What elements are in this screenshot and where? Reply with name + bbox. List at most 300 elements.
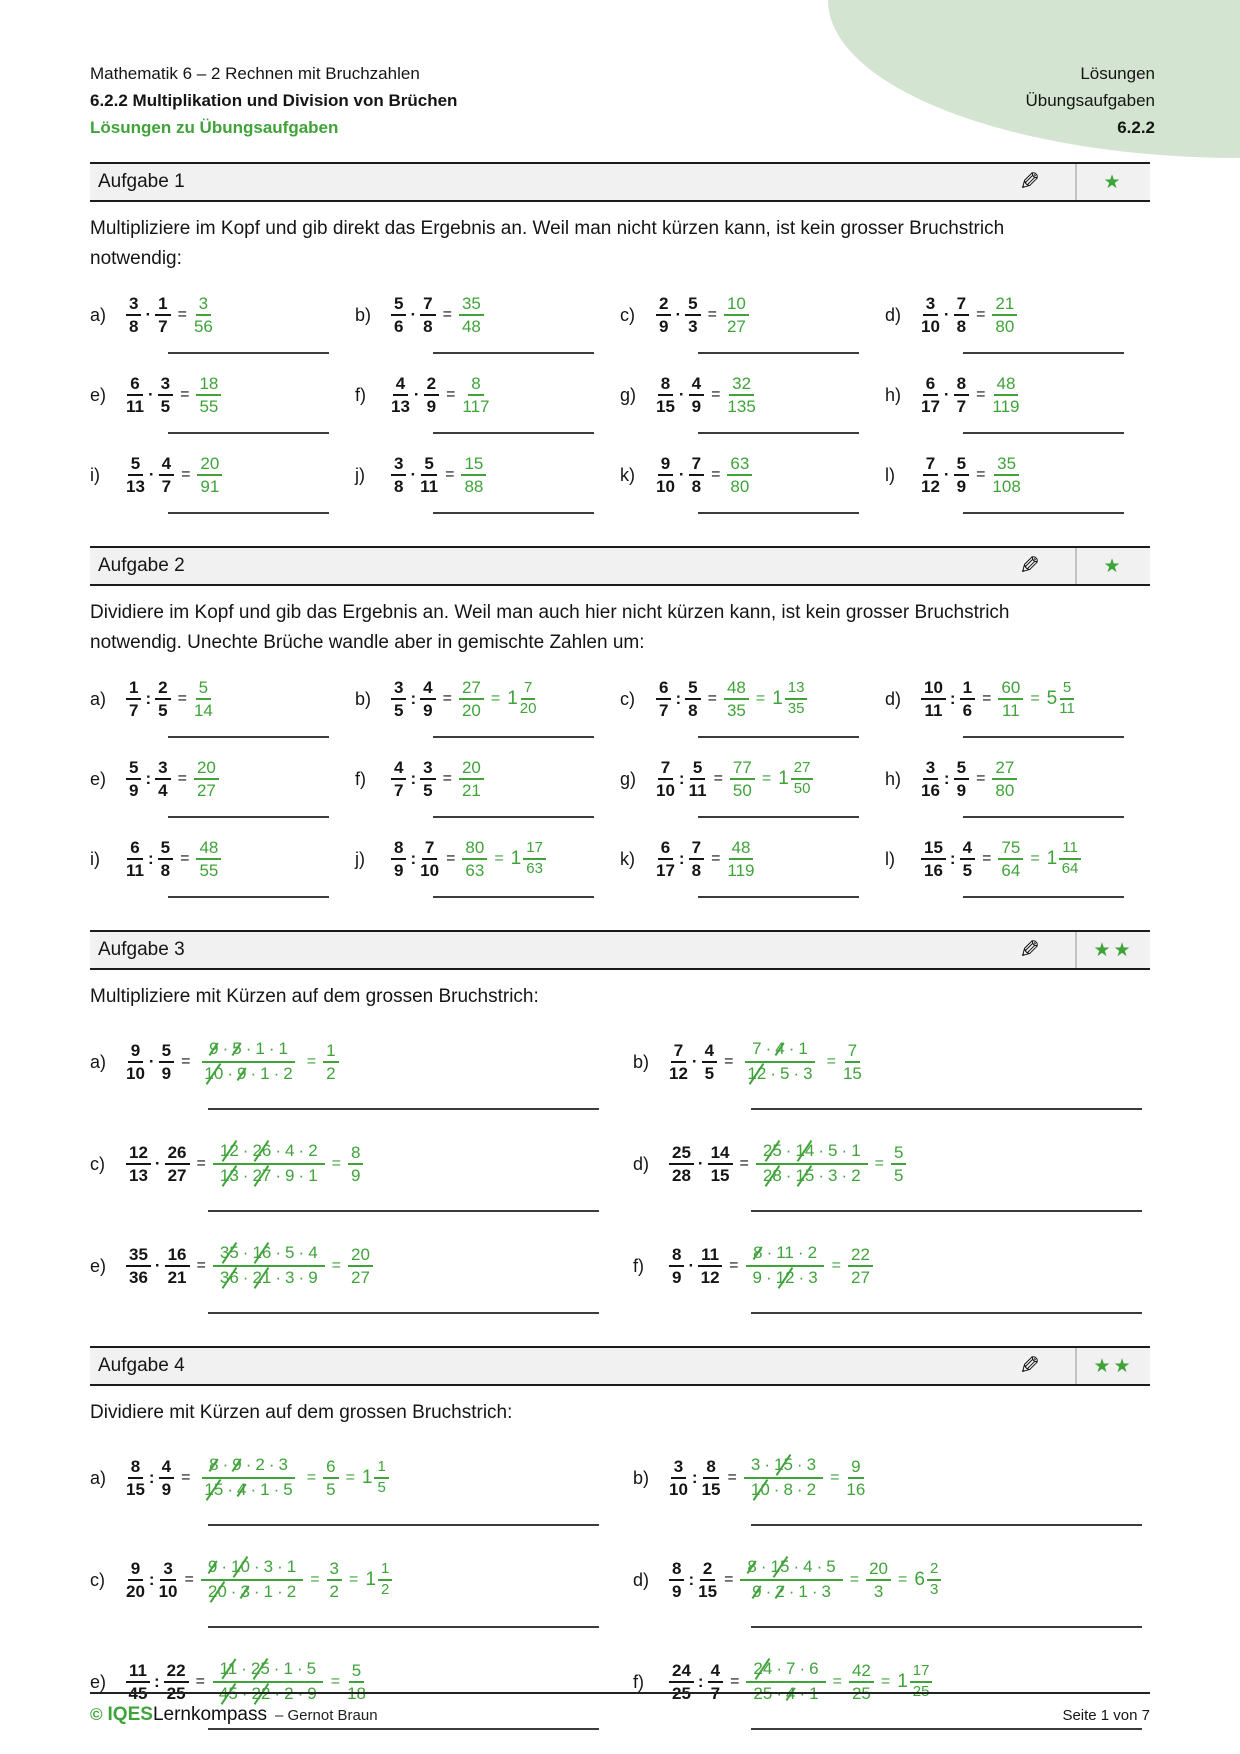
problem-label: k) <box>620 848 635 869</box>
fraction-denominator: 2 <box>329 1582 340 1601</box>
fraction-denominator: 17 <box>921 397 940 416</box>
multiply-operator: · <box>675 305 682 324</box>
equals-sign: = <box>724 1571 734 1588</box>
fraction-denominator: 56 <box>193 317 213 336</box>
fraction-numerator: 4 <box>391 758 406 780</box>
problem-k <box>620 450 885 514</box>
fraction-denominator: 12 <box>921 477 940 496</box>
product-numerator <box>746 1242 824 1267</box>
multiply-dot: · <box>298 1141 305 1160</box>
problem-label: f) <box>633 1671 644 1692</box>
fraction <box>374 1459 388 1497</box>
cancelled-factor: 9 <box>232 1455 242 1474</box>
factor: 11 <box>776 1243 794 1262</box>
fraction-denominator: 15 <box>842 1064 862 1083</box>
equals-sign: = <box>184 1571 194 1588</box>
answer-line <box>963 816 1124 818</box>
fraction-numerator: 18 <box>196 374 221 396</box>
fraction-numerator: 8 <box>391 838 406 860</box>
fraction-denominator: 10 <box>656 477 675 496</box>
task-instruction: Dividiere mit Kürzen auf dem grossen Bruchstrich: <box>90 1402 513 1423</box>
answer-line <box>698 512 859 514</box>
answer <box>462 838 546 880</box>
factor: 1 <box>260 1064 270 1083</box>
cancelled-factor: 45 <box>218 1684 238 1703</box>
fraction-numerator: 11 <box>698 1245 722 1267</box>
cancelled-factor: 35 <box>219 1243 239 1262</box>
fraction <box>391 294 406 336</box>
pencil-icon: ✎ <box>984 932 1076 968</box>
fraction-numerator: 4 <box>960 838 975 860</box>
cancelled-factor: 14 <box>795 1141 815 1160</box>
product-denominator <box>745 1267 824 1290</box>
fraction-denominator: 8 <box>956 317 967 336</box>
fraction-numerator: 8 <box>468 374 483 396</box>
fraction-numerator: 4 <box>420 678 435 700</box>
fraction-numerator: 1 <box>323 1041 338 1063</box>
multiply-dot: · <box>770 1064 776 1083</box>
cancelled-factor: 36 <box>219 1268 239 1287</box>
cancelled-factor: 12 <box>219 1141 239 1160</box>
product-denominator <box>745 1581 838 1604</box>
problem-label: h) <box>885 768 902 789</box>
fraction <box>727 454 752 496</box>
multiply-dot: · <box>798 1268 805 1287</box>
task-aufgabe-2 <box>90 546 1150 898</box>
fraction-numerator: 2 <box>927 1561 941 1581</box>
chapter-title: 6.2.2 Multiplikation und Division von Brüchen <box>90 91 458 110</box>
fraction-numerator: 1 <box>126 678 141 700</box>
multiply-dot: · <box>841 1166 848 1185</box>
fraction-denominator: 8 <box>688 701 698 720</box>
divide-operator: : <box>410 769 417 788</box>
answer <box>724 294 749 336</box>
equals-sign: = <box>727 1469 737 1486</box>
fraction-numerator: 5 <box>391 294 406 316</box>
equals-sign: = <box>445 466 455 483</box>
problem-f <box>355 754 620 818</box>
fraction-numerator: 2 <box>700 1559 715 1581</box>
fraction-numerator: 17 <box>910 1663 933 1683</box>
fraction <box>159 1041 174 1083</box>
problem-e <box>90 754 355 818</box>
fraction-denominator: 21 <box>461 781 481 800</box>
fraction-denominator: 25 <box>672 1684 691 1703</box>
multiply-dot: · <box>275 1141 282 1160</box>
equals-sign: = <box>711 466 721 483</box>
product-numerator <box>213 1658 324 1683</box>
fraction-numerator: 48 <box>196 838 221 860</box>
fraction <box>323 1457 338 1499</box>
multiply-dot: · <box>796 1480 803 1499</box>
answer <box>730 758 814 800</box>
difficulty-stars: ★ <box>1076 548 1150 584</box>
fraction-numerator: 7 <box>954 294 969 316</box>
fraction <box>689 454 704 496</box>
fraction <box>656 294 671 336</box>
problem-label: f) <box>355 384 366 405</box>
fraction <box>702 1457 721 1499</box>
fraction-denominator: 27 <box>851 1268 870 1287</box>
multiply-dot: · <box>222 1455 229 1474</box>
header-left-block <box>90 60 457 141</box>
fraction-numerator: 48 <box>729 838 754 860</box>
fraction <box>843 1041 862 1083</box>
fraction-numerator: 15 <box>921 838 946 860</box>
fraction-numerator: 27 <box>791 760 814 780</box>
fraction-numerator: 3 <box>327 1559 342 1581</box>
answer <box>459 678 537 720</box>
factor: 3 <box>750 1455 761 1474</box>
divide-operator: : <box>688 1570 695 1589</box>
corner-section-code: 6.2.2 <box>1117 118 1155 137</box>
problem-label: e) <box>90 384 107 405</box>
factor: 2 <box>255 1455 265 1474</box>
fraction-numerator: 7 <box>689 838 704 860</box>
answer <box>727 374 755 416</box>
fraction-numerator: 27 <box>992 758 1017 780</box>
multiply-dot: · <box>760 1557 767 1576</box>
fraction-numerator: 2 <box>656 294 671 316</box>
cancelled-factor: 9 <box>752 1582 762 1601</box>
pencil-icon: ✎ <box>984 1348 1076 1384</box>
fraction-numerator: 20 <box>197 454 222 476</box>
fraction-numerator: 7 <box>689 454 704 476</box>
fraction <box>424 374 439 416</box>
publisher-branding <box>90 1704 378 1726</box>
fraction-numerator: 4 <box>393 374 408 396</box>
fraction-numerator: 9 <box>128 1041 143 1063</box>
problem-e <box>90 370 355 434</box>
mixed-number <box>507 680 536 718</box>
multiply-dot: · <box>273 1480 280 1499</box>
fraction-numerator: 9 <box>658 454 673 476</box>
multiply-dot: · <box>799 1684 806 1703</box>
cancellation-fraction <box>213 1242 325 1290</box>
problem-label: j) <box>355 848 365 869</box>
fraction-numerator: 22 <box>848 1245 873 1267</box>
cancelled-factor: 25 <box>250 1659 270 1678</box>
problem-a <box>90 1028 607 1110</box>
fraction-denominator: 119 <box>727 861 755 880</box>
whole-number-part: 1 <box>897 1671 908 1692</box>
fraction <box>727 374 755 416</box>
fraction-numerator: 42 <box>849 1661 874 1683</box>
multiply-dot: · <box>227 1064 233 1083</box>
fraction-denominator: 8 <box>129 317 139 336</box>
fraction-numerator: 1 <box>155 294 170 316</box>
problem-label: g) <box>620 384 637 405</box>
fraction-denominator: 27 <box>167 1166 187 1185</box>
fraction <box>126 294 141 336</box>
fraction-numerator: 12 <box>126 1143 151 1165</box>
fraction <box>420 758 435 800</box>
page-number: Seite 1 von 7 <box>1062 1707 1150 1724</box>
factor: 2 <box>283 1064 293 1083</box>
fraction-denominator: 9 <box>161 1480 172 1499</box>
fraction <box>459 294 484 336</box>
problem-d <box>885 674 1150 738</box>
task-aufgabe-1 <box>90 162 1150 514</box>
multiply-dot: · <box>245 1455 252 1474</box>
problem-k <box>620 834 885 898</box>
answer-line <box>433 816 594 818</box>
fraction-numerator: 1 <box>374 1459 388 1479</box>
factor: 9 <box>308 1268 318 1287</box>
answer <box>992 454 1020 496</box>
cancellation-fraction <box>756 1140 868 1188</box>
problem-label: a) <box>90 304 107 325</box>
multiply-dot: · <box>776 1684 782 1703</box>
multiply-dot: · <box>242 1141 249 1160</box>
fraction-denominator: 9 <box>659 317 669 336</box>
fraction <box>165 1245 190 1287</box>
factor: 7 <box>786 1659 796 1678</box>
answer <box>461 454 486 496</box>
fraction-denominator: 5 <box>394 701 404 720</box>
task-bar-right <box>984 548 1150 584</box>
equals-sign: = <box>976 466 986 483</box>
fraction <box>158 374 173 416</box>
fraction <box>702 1041 717 1083</box>
fraction <box>391 374 410 416</box>
product-denominator <box>740 1063 819 1086</box>
factor: 4 <box>285 1141 295 1160</box>
fraction-numerator: 5 <box>421 454 436 476</box>
problems-grid <box>90 1028 1150 1314</box>
cancellation-fraction <box>197 1038 299 1086</box>
cancelled-factor: 8 <box>209 1455 219 1474</box>
divide-operator: : <box>691 1468 698 1487</box>
fraction <box>724 294 749 336</box>
cancelled-factor: 21 <box>252 1268 272 1287</box>
equals-sign: = <box>331 1155 341 1172</box>
fraction-numerator: 5 <box>159 1041 174 1063</box>
fraction-numerator: 7 <box>521 680 535 700</box>
whole-number-part: 1 <box>365 1569 376 1590</box>
multiply-operator: · <box>697 1154 704 1173</box>
factor: 1 <box>809 1684 819 1703</box>
answer <box>462 374 489 416</box>
fraction-numerator: 2 <box>424 374 439 396</box>
problem-a <box>90 674 355 738</box>
fraction <box>196 838 221 880</box>
factor: 3 <box>808 1268 818 1287</box>
equals-sign: = <box>711 386 721 403</box>
fraction <box>459 758 484 800</box>
fraction-denominator: 36 <box>129 1268 148 1287</box>
solution-work <box>213 1140 364 1188</box>
equals-sign: = <box>982 850 992 867</box>
factor: 3 <box>821 1582 832 1601</box>
product-numerator <box>746 1658 825 1683</box>
cancelled-factor: 9 <box>207 1557 218 1576</box>
fraction-denominator: 117 <box>462 397 490 416</box>
equals-sign: = <box>1030 850 1040 867</box>
problem-label: f) <box>633 1255 644 1276</box>
fraction-denominator: 9 <box>956 477 967 496</box>
solution-work <box>213 1242 373 1290</box>
mixed-number <box>511 840 546 878</box>
fraction-numerator: 5 <box>891 1143 906 1165</box>
fraction-denominator: 7 <box>129 701 139 720</box>
product-denominator <box>756 1165 868 1188</box>
cancelled-factor: 15 <box>795 1166 815 1185</box>
fraction-numerator: 6 <box>127 838 142 860</box>
fraction-numerator: 60 <box>998 678 1023 700</box>
answer <box>196 374 221 416</box>
factor: 1 <box>308 1166 318 1185</box>
fraction-numerator: 3 <box>671 1457 686 1479</box>
fraction <box>669 1245 684 1287</box>
equals-sign: = <box>306 1469 317 1486</box>
fraction <box>992 758 1017 800</box>
brand-iqes: IQES <box>107 1704 153 1725</box>
product-denominator <box>197 1479 299 1502</box>
fraction <box>921 454 940 496</box>
fraction-numerator: 80 <box>462 838 487 860</box>
fraction <box>194 758 219 800</box>
fraction <box>689 838 704 880</box>
fraction-numerator: 6 <box>923 374 938 396</box>
fraction-denominator: 9 <box>394 861 404 880</box>
fraction-numerator: 3 <box>155 758 170 780</box>
mixed-number <box>914 1561 941 1599</box>
product-denominator <box>201 1581 303 1604</box>
answer-line <box>963 432 1124 434</box>
fraction <box>126 758 141 800</box>
fraction-denominator: 10 <box>921 317 940 336</box>
fraction-denominator: 9 <box>423 701 433 720</box>
fraction-denominator: 80 <box>730 477 750 496</box>
multiply-dot: · <box>273 1659 280 1678</box>
fraction <box>155 678 170 720</box>
pencil-icon: ✎ <box>984 548 1076 584</box>
fraction <box>992 374 1019 416</box>
fraction-numerator: 48 <box>994 374 1019 396</box>
multiply-operator: · <box>688 1256 695 1275</box>
fraction-denominator: 7 <box>710 1684 721 1703</box>
multiply-dot: · <box>268 1455 275 1474</box>
fraction-numerator: 11 <box>126 1661 150 1683</box>
fraction <box>461 454 486 496</box>
fraction-denominator: 9 <box>426 397 437 416</box>
divide-operator: : <box>145 769 152 788</box>
fraction <box>656 374 675 416</box>
factor: 1 <box>798 1039 808 1058</box>
fraction-numerator: 6 <box>127 374 142 396</box>
multiply-dot: · <box>298 1243 305 1262</box>
problem-b <box>355 290 620 354</box>
fraction-denominator: 8 <box>394 477 404 496</box>
cancelled-factor: 10 <box>750 1480 770 1499</box>
fraction-numerator: 20 <box>866 1559 891 1581</box>
fraction <box>921 294 940 336</box>
factor: 1 <box>255 1039 265 1058</box>
divide-operator: : <box>148 1468 155 1487</box>
answer-line <box>168 512 329 514</box>
factor: 7 <box>752 1039 762 1058</box>
cancelled-factor: 3 <box>240 1582 250 1601</box>
cancelled-factor: 9 <box>209 1039 219 1058</box>
cancelled-factor: 4 <box>237 1480 247 1499</box>
fraction <box>126 838 144 880</box>
fraction-numerator: 75 <box>998 838 1023 860</box>
fraction <box>391 678 406 720</box>
answer-line <box>433 512 594 514</box>
fraction-numerator: 5 <box>158 838 173 860</box>
fraction-numerator: 10 <box>724 294 749 316</box>
fraction <box>921 758 940 800</box>
equals-sign: = <box>181 1053 191 1070</box>
fraction-denominator: 14 <box>193 701 213 720</box>
fraction-denominator: 5 <box>158 701 168 720</box>
factor: 3 <box>263 1557 274 1576</box>
fraction-numerator: 25 <box>669 1143 694 1165</box>
answer <box>998 838 1080 880</box>
fraction <box>378 1561 392 1599</box>
task-title: Aufgabe 2 <box>98 555 185 576</box>
fraction-numerator: 7 <box>422 838 437 860</box>
answer-line <box>168 432 329 434</box>
multiply-operator: · <box>410 465 417 484</box>
whole-number-part: 1 <box>1046 848 1058 869</box>
equals-sign: = <box>446 386 456 403</box>
fraction-denominator: 2 <box>380 1581 390 1598</box>
product-numerator <box>201 1556 303 1581</box>
problem-label: l) <box>885 848 895 869</box>
problem-i <box>90 834 355 898</box>
whole-number-part: 1 <box>510 848 522 869</box>
cancelled-factor: 27 <box>252 1166 272 1185</box>
fraction-denominator: 15 <box>698 1582 718 1601</box>
fraction-numerator: 5 <box>690 758 705 780</box>
answer-line <box>963 352 1124 354</box>
difficulty-stars: ★ <box>1076 164 1150 200</box>
brand-lernkompass: Lernkompass <box>152 1704 267 1725</box>
divide-operator: : <box>147 849 154 868</box>
fraction-denominator: 27 <box>726 317 746 336</box>
mixed-number <box>772 680 807 718</box>
multiply-operator: · <box>148 465 155 484</box>
fraction-denominator: 55 <box>199 861 219 880</box>
cancelled-factor: 8 <box>753 1243 763 1262</box>
fraction <box>685 294 700 336</box>
multiply-dot: · <box>788 1582 795 1601</box>
answer <box>194 758 219 800</box>
fraction-numerator: 4 <box>708 1661 723 1683</box>
factor: 3 <box>828 1166 838 1185</box>
problem-j <box>355 834 620 898</box>
fraction <box>656 758 675 800</box>
fraction-denominator: 25 <box>166 1684 186 1703</box>
multiply-dot: · <box>793 1064 800 1083</box>
fraction <box>656 454 675 496</box>
fraction <box>126 1457 145 1499</box>
problem-c <box>90 1546 607 1628</box>
solution-work <box>201 1556 392 1604</box>
equals-sign: = <box>831 1257 842 1274</box>
fraction-denominator: 50 <box>732 781 752 800</box>
fraction <box>126 1245 151 1287</box>
fraction <box>954 758 969 800</box>
answer <box>724 678 808 720</box>
product-denominator <box>744 1479 823 1502</box>
multiply-dot: · <box>241 1659 247 1678</box>
answer-line <box>208 1626 599 1628</box>
problem-label: k) <box>620 464 635 485</box>
equals-sign: = <box>330 1673 341 1690</box>
